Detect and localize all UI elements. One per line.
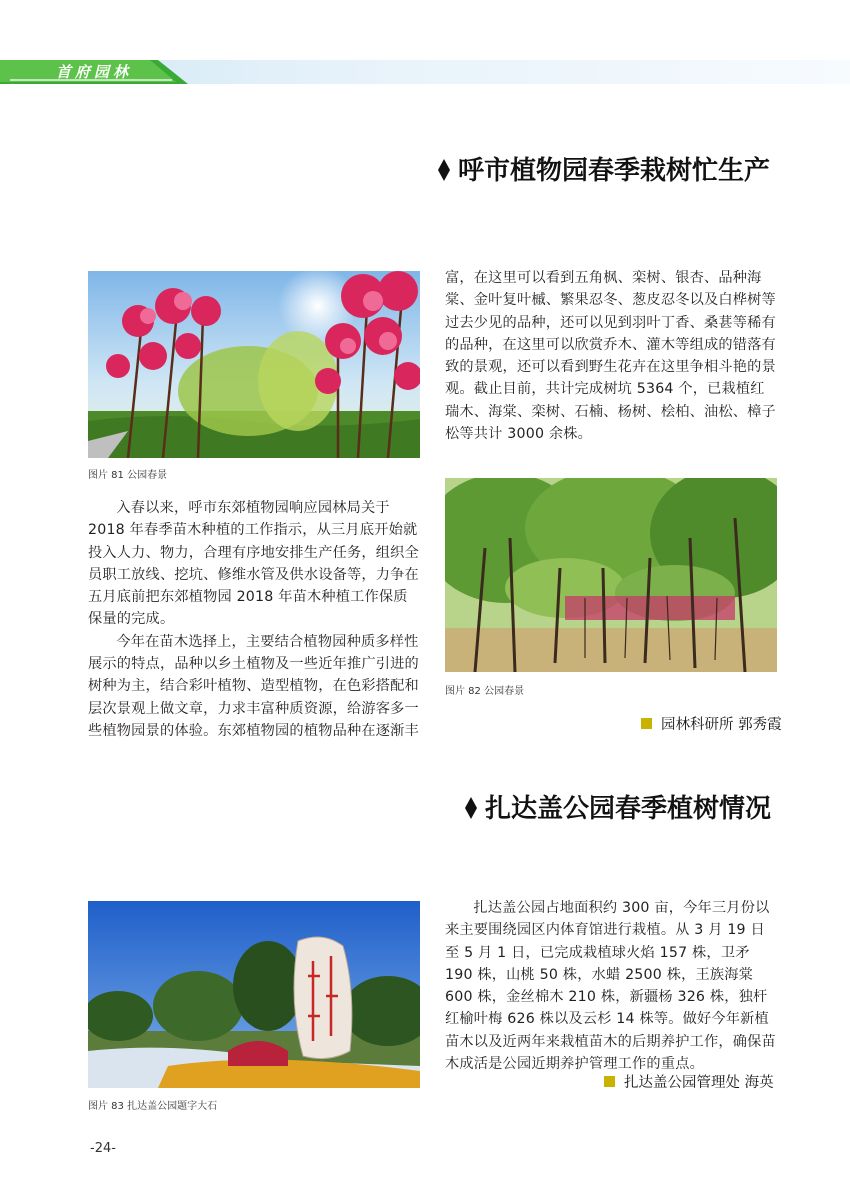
- article1-title: 呼市植物园春季栽树忙生产: [458, 156, 771, 186]
- author-square-icon: [641, 718, 652, 729]
- article1-left-text: [88, 497, 421, 742]
- photo-inscribed-rock: [88, 901, 420, 1088]
- photo-spring-blossoms: [88, 271, 420, 458]
- article1-right-text: [445, 267, 777, 445]
- article1-paragraph-1: 入春以来，呼市东郊植物园响应园林局关于2018 年春季苗木种植的工作指示，从三月底开始就投入人力、物力，合理有序地安排生产任务，组织全员职工放线、挖坑、修维水管及供水设备等，力争在五月底前把东郊植物园 2018 年苗木种植工作保质保量的完成。: [88, 500, 419, 628]
- article1-paragraph-2: 今年在苗木选择上，主要结合植物园种质多样性展示的特点，品种以乡土植物及一些近年推广引进的树种为主，结合彩叶植物、造型植物，在色彩搭配和层次景观上做文章，力求丰富种质资源，给游客多一些植物园景的体验。东郊植物园的植物品种在逐渐丰: [88, 633, 419, 739]
- diamond-bullet-icon: [438, 159, 450, 181]
- article2-title-wrap: [465, 788, 771, 825]
- article1-author-name: 园林科研所 郭秀霞: [661, 717, 782, 733]
- header-section-title: 首府园林: [56, 63, 133, 81]
- diamond-bullet-icon: [465, 797, 477, 819]
- article2-paragraph: 扎达盖公园占地面积约 300 亩，今年三月份以来主要围绕园区内体育馆进行栽植。从 3 月 19 日至 5 月 1 日，已完成栽植球火焰 157 株，卫矛 190 株，山桃 50 株，水蜡 2500 株，王族海棠 600 株，金丝棉木 210 株，新疆杨 326 株，独杆红榆叶梅 626 株以及云杉 14 株等。做好今年新植苗木以及近两年来栽植苗木的后期养护工作，确保苗木成活是公园近期养护管理工作的重点。: [445, 900, 776, 1073]
- article2-text: [445, 897, 777, 1075]
- article2-author-name: 扎达盖公园管理处 海英: [624, 1075, 774, 1091]
- article2-title: 扎达盖公园春季植树情况: [485, 794, 772, 824]
- article1-paragraph-continued: 富，在这里可以看到五角枫、栾树、银杏、品种海棠、金叶复叶槭、繁果忍冬、葱皮忍冬以及白桦树等过去少见的品种，还可以见到羽叶丁香、桑葚等稀有的品种，在这里可以欣赏乔木、灌木等组成的错落有致的景观，还可以看到野生花卉在这里争相斗艳的景观。截止目前，共计完成树坑 5364 个，已栽植红瑞木、海棠、栾树、石楠、杨树、桧柏、油松、樟子松等共计 3000 余株。: [445, 270, 776, 443]
- article2-author: [604, 1071, 774, 1092]
- page-number: -24-: [90, 1141, 116, 1156]
- photo82-caption: 图片 82 公园春景: [445, 686, 525, 697]
- author-square-icon: [604, 1076, 615, 1087]
- photo-spring-grove: [445, 478, 777, 672]
- photo83-caption: 图片 83 扎达盖公园题字大石: [88, 1101, 218, 1112]
- photo81-caption: 图片 81 公园春景: [88, 470, 168, 481]
- article1-title-wrap: [438, 150, 770, 187]
- article1-author: [641, 713, 782, 734]
